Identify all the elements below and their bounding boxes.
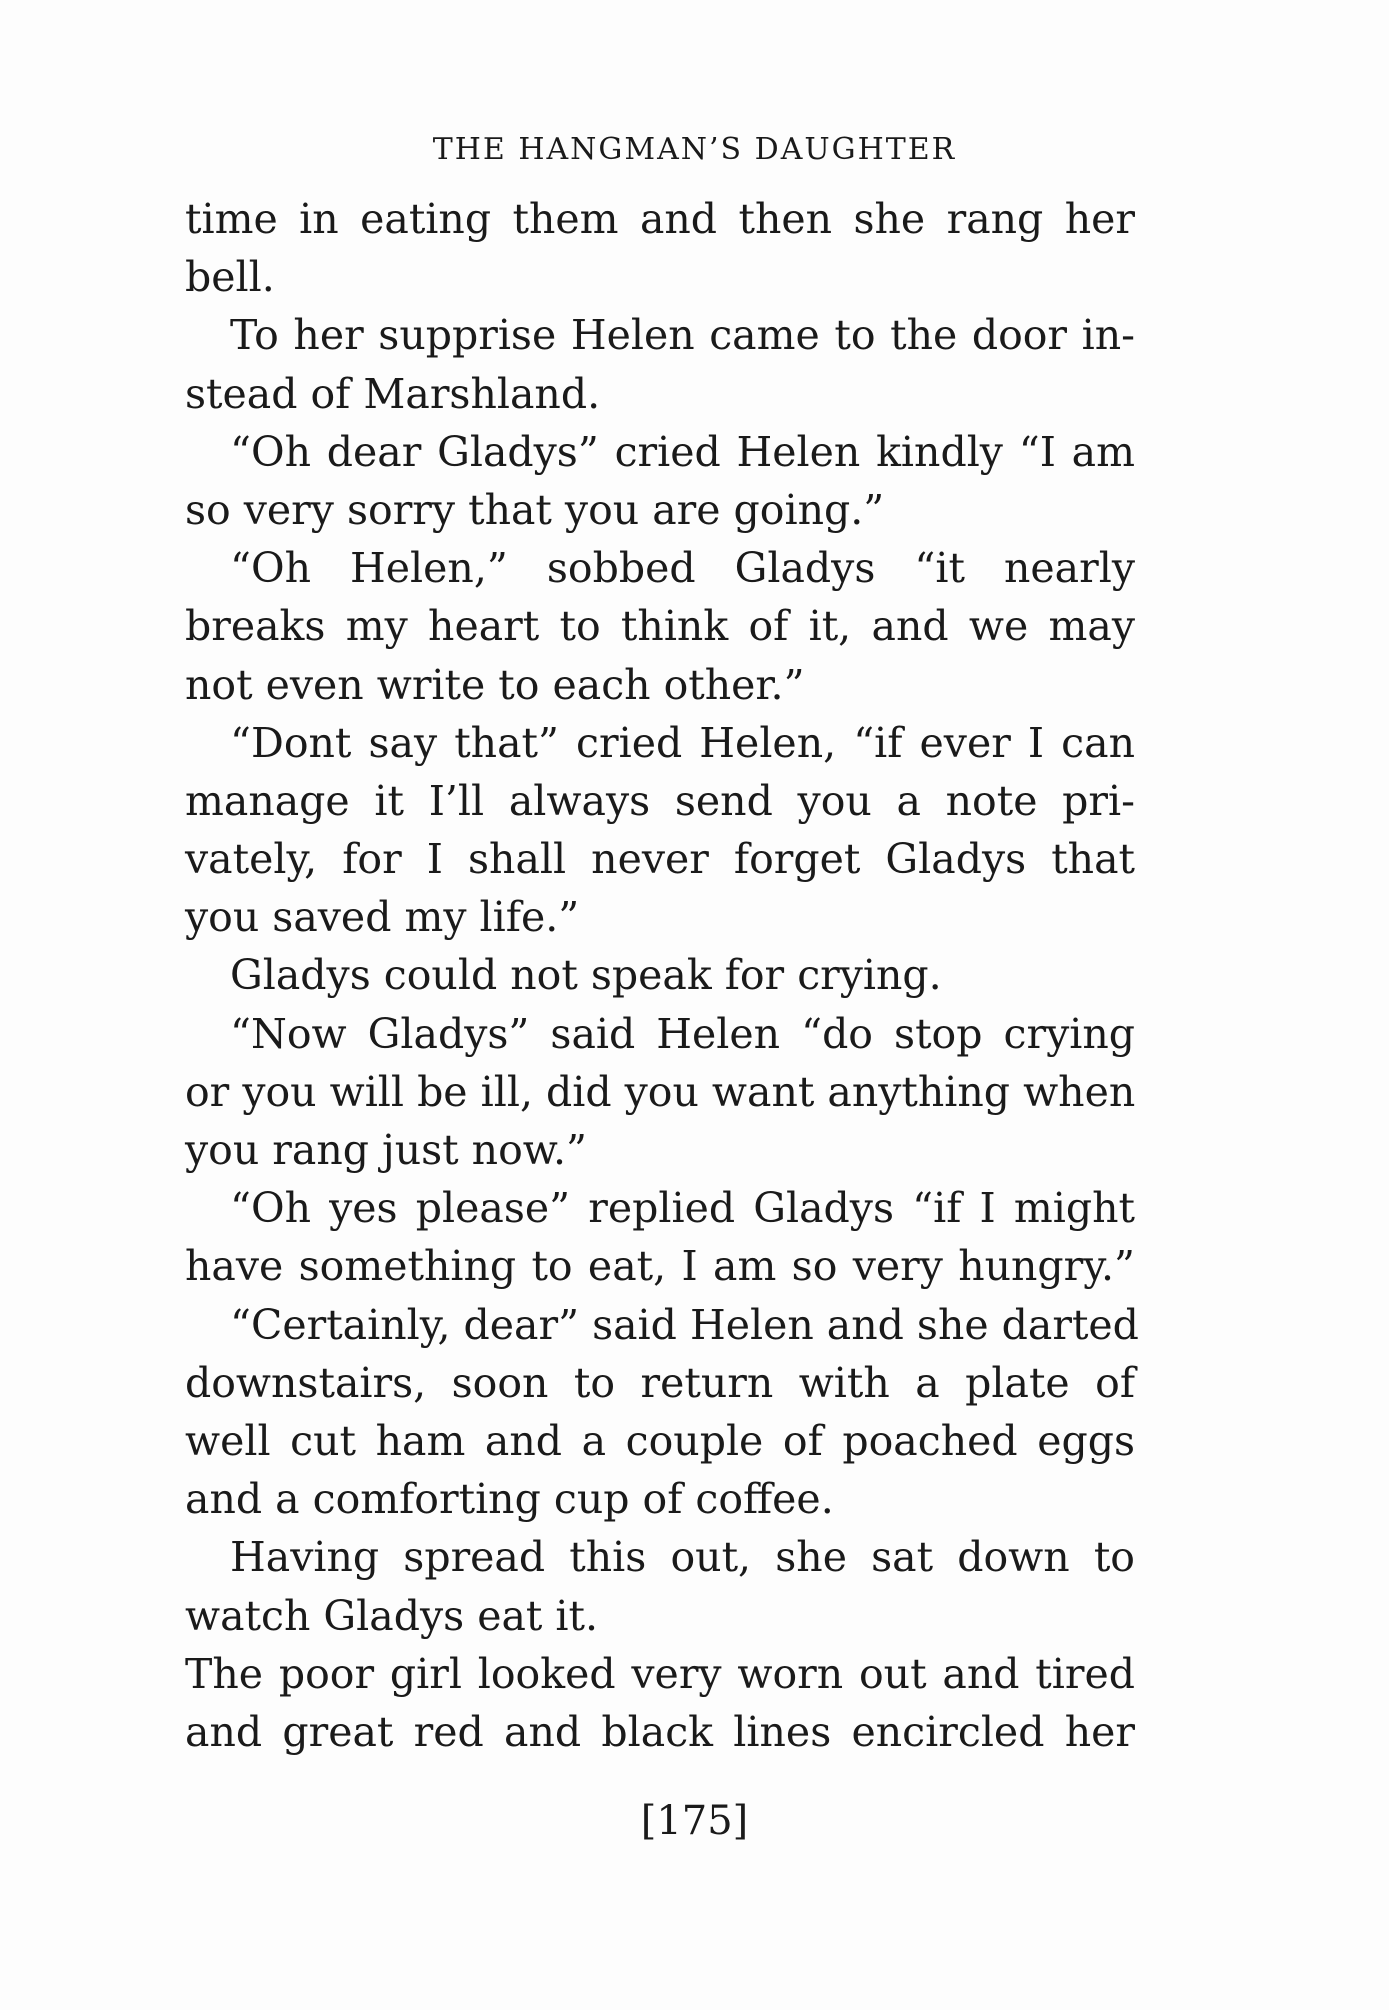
text-line: “Certainly, dear” said Helen and she darted <box>230 1300 1139 1349</box>
text-line: you rang just now.” <box>185 1126 587 1174</box>
text-line: “Oh dear Gladys” cried Helen kindly “I am <box>230 427 1135 476</box>
text-line: and a comforting cup of coffee. <box>185 1475 834 1524</box>
text-line: Gladys could not speak for crying. <box>230 951 942 1000</box>
text-line: so very sorry that you are going.” <box>185 485 885 534</box>
text-line: “Oh yes please” replied Gladys “if I might <box>230 1184 1135 1233</box>
text-line: downstairs, soon to return with a plate of <box>185 1358 1135 1407</box>
text-line: not even write to each other.” <box>185 660 805 709</box>
text-line: breaks my heart to think of it, and we may <box>185 602 1135 651</box>
text-line: The poor girl looked very worn out and tired <box>185 1649 1135 1698</box>
text-line: bell. <box>185 253 275 302</box>
text-line: you saved my life.” <box>185 893 580 942</box>
text-line: or you will be ill, did you want anything when <box>185 1067 1136 1116</box>
text-line: watch Gladys eat it. <box>185 1591 599 1640</box>
text-line: have something to eat, I am so very hungry.” <box>185 1242 1135 1291</box>
text-line: “Oh Helen,” sobbed Gladys “it nearly <box>230 544 1135 593</box>
text-line: Having spread this out, she sat down to <box>230 1533 1135 1582</box>
text-line: stead of Marshland. <box>185 369 601 418</box>
text-line: “Dont say that” cried Helen, “if ever I can <box>230 718 1135 767</box>
text-line: vately, for I shall never forget Gladys that <box>185 835 1135 884</box>
text-line: To her supprise Helen came to the door in- <box>230 311 1135 360</box>
text-line: time in eating them and then she rang her <box>185 195 1135 243</box>
running-head: THE HANGMAN’S DAUGHTER <box>432 132 957 167</box>
body-text <box>185 190 1139 1761</box>
text-line: well cut ham and a couple of poached eggs <box>185 1416 1135 1465</box>
text-line: “Now Gladys” said Helen “do stop crying <box>230 1009 1135 1058</box>
text-line: manage it I’ll always send you a note pri- <box>185 776 1135 825</box>
page-number: [175] <box>640 1798 749 1844</box>
text-line: and great red and black lines encircled her <box>185 1707 1135 1756</box>
